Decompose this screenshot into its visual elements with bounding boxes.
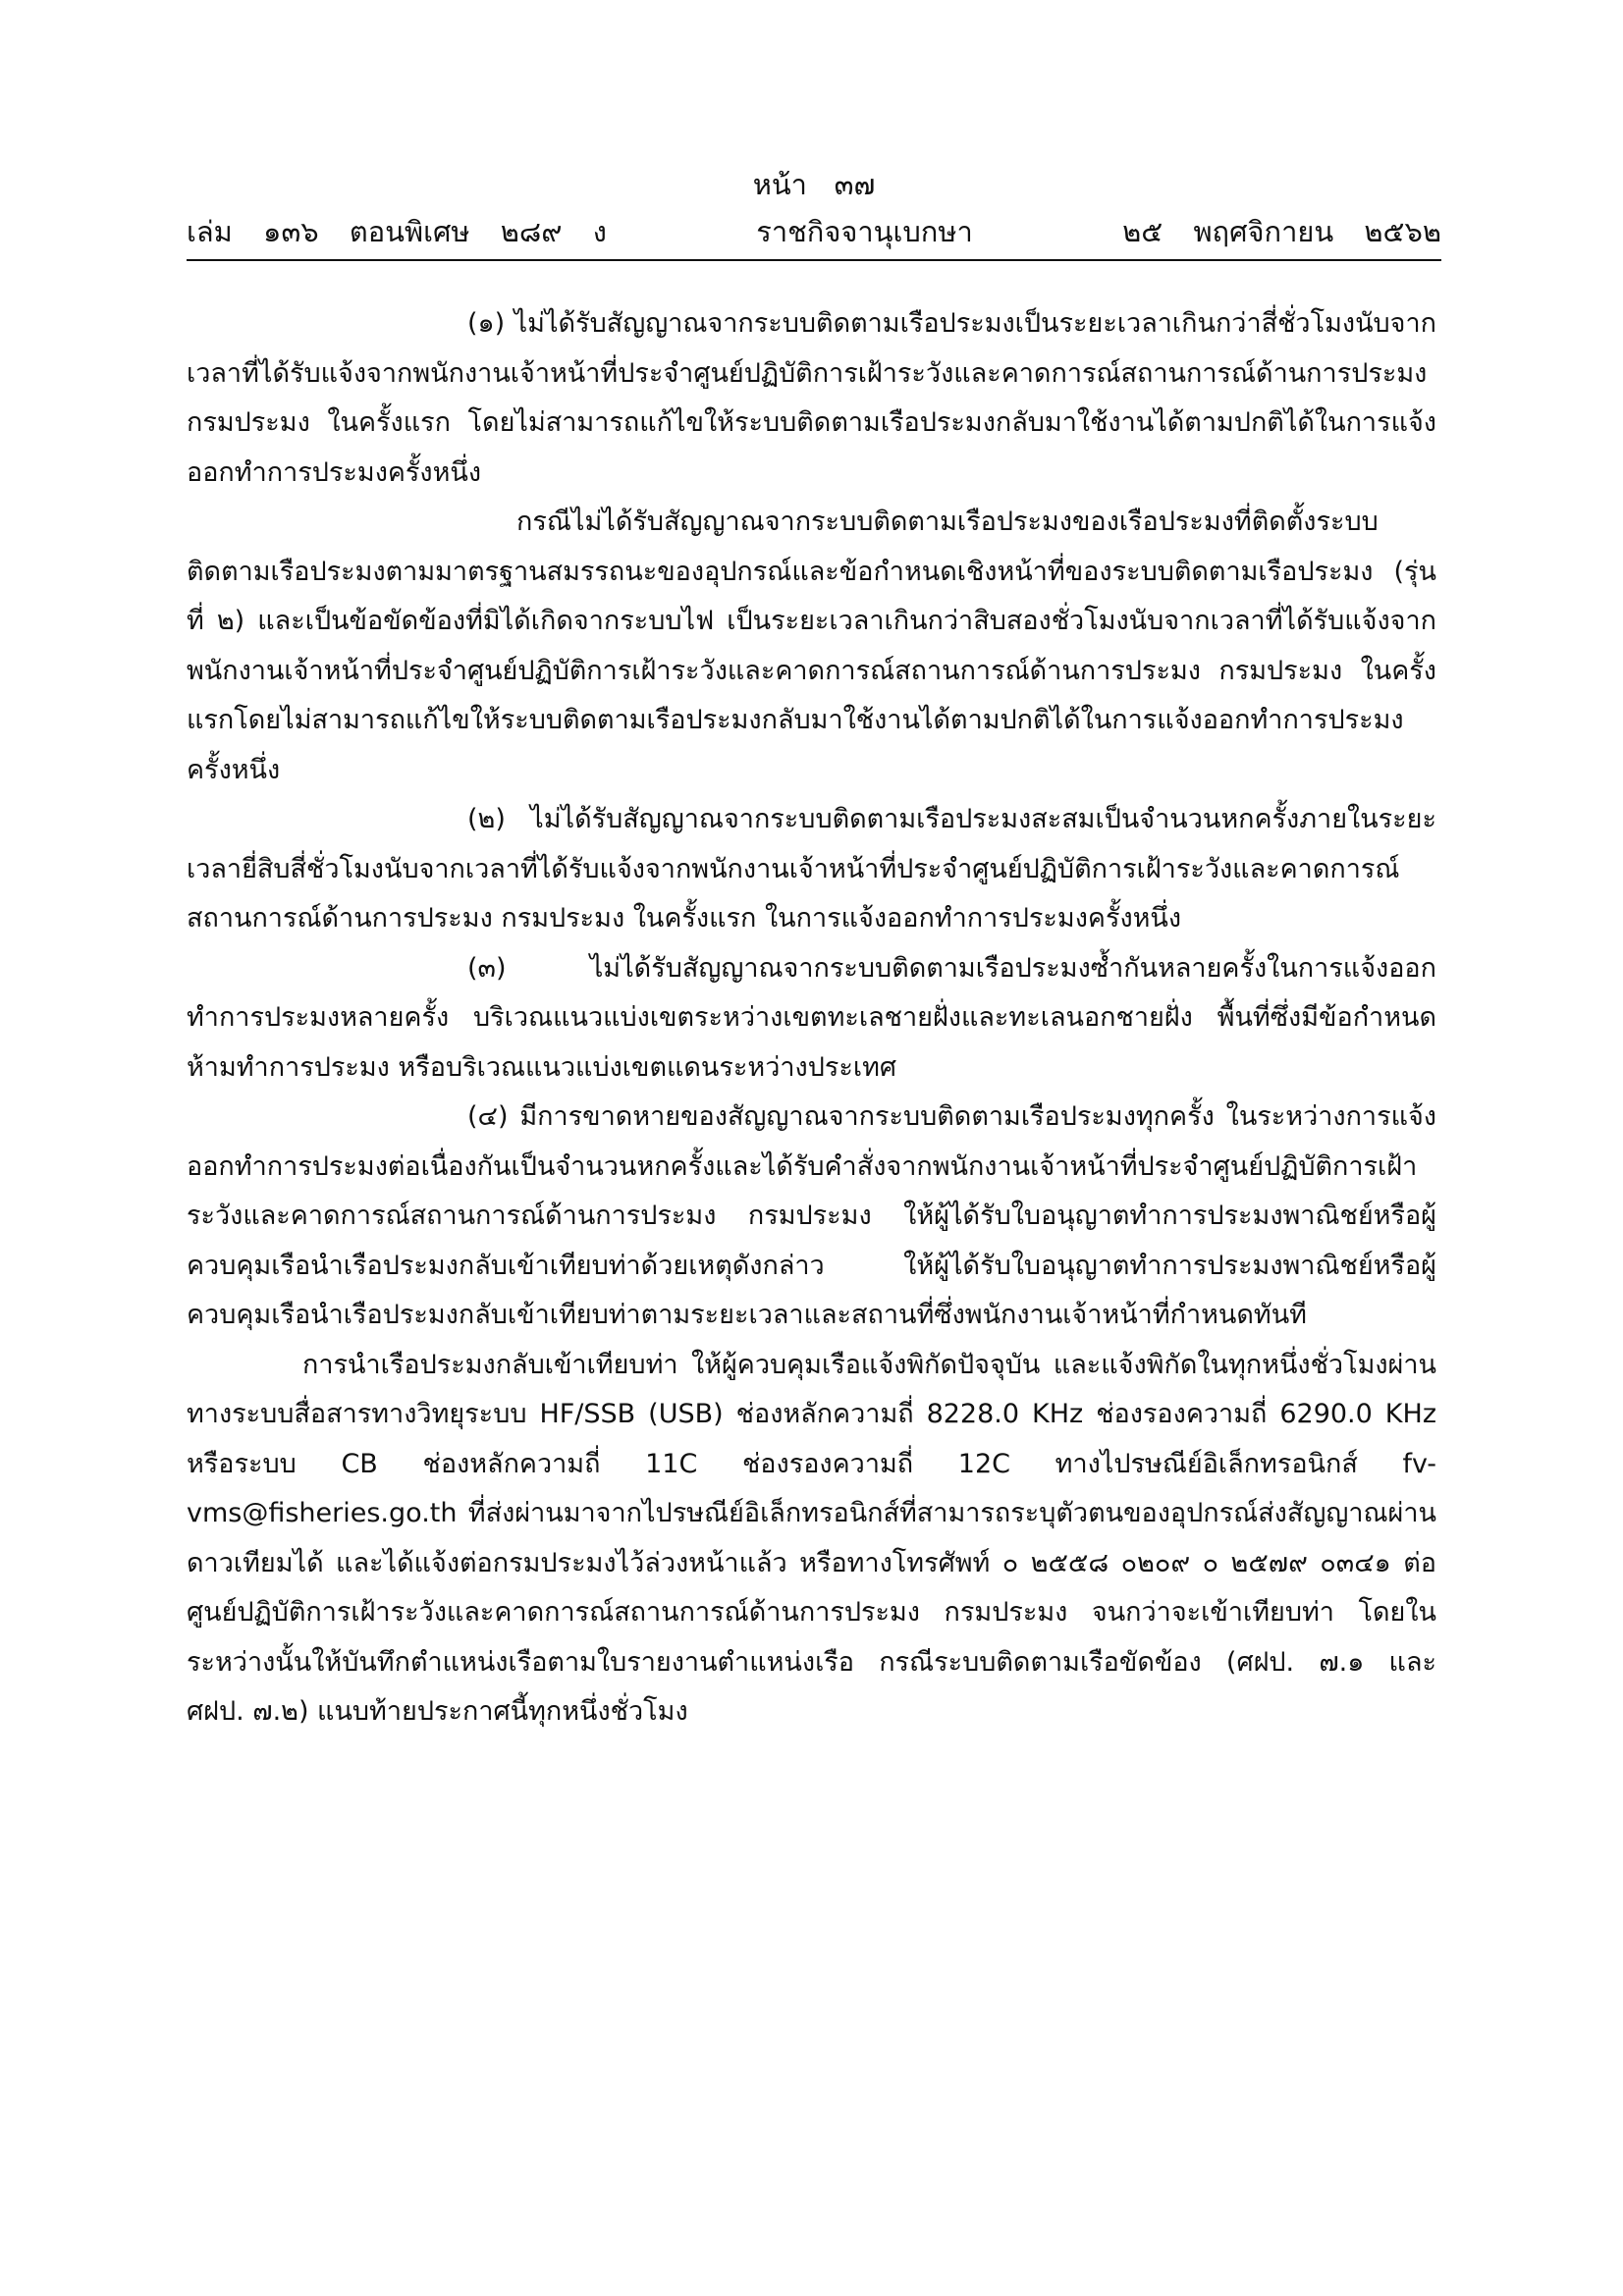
clause-1: (๑) ไม่ได้รับสัญญาณจากระบบติดตามเรือประมงเป็นระยะเวลาเกินกว่าสี่ชั่วโมงนับจากเวลาที่ได้รับแจ้งจากพนักงานเจ้าหน้าที่ประจำศูนย์ปฏิบัติการเฝ้าระวังและคาดการณ์สถานการณ์ด้านการประมง กรมประมง ในครั้งแรก โดยไม่สามารถแก้ไขให้ระบบติดตามเรือประมงกลับมาใช้งานได้ตามปกติได้ในการแจ้งออกทำการประมงครั้งหนึ่ง bbox=[187, 308, 1436, 488]
section-label: ตอนพิเศษ bbox=[349, 215, 470, 248]
gazette-header bbox=[187, 165, 1441, 261]
section-suffix: ง bbox=[592, 215, 607, 248]
page-number: ๓๗ bbox=[834, 168, 876, 201]
volume-section-info bbox=[187, 210, 628, 253]
clause-4: (๔) มีการขาดหายของสัญญาณจากระบบติดตามเรือประมงทุกครั้ง ในระหว่างการแจ้งออกทำการประมงต่อเนื่องกันเป็นจำนวนหกครั้งและได้รับคำสั่งจากพนักงานเจ้าหน้าที่ประจำศูนย์ปฏิบัติการเฝ้าระวังและคาดการณ์สถานการณ์ด้านการประมง กรมประมง ให้ผู้ได้รับใบอนุญาตทำการประมงพาณิชย์หรือผู้ควบคุมเรือนำเรือประมงกลับเข้าเทียบท่าด้วยเหตุดังกล่าว ให้ผู้ได้รับใบอนุญาตทำการประมงพาณิชย์หรือผู้ควบคุมเรือนำเรือประมงกลับเข้าเทียบท่าตามระยะเวลาและสถานที่ซึ่งพนักงานเจ้าหน้าที่กำหนดทันที bbox=[187, 1101, 1436, 1330]
clause-1-case: กรณีไม่ได้รับสัญญาณจากระบบติดตามเรือประมงของเรือประมงที่ติดตั้งระบบติดตามเรือประมงตามมาตรฐานสมรรถนะของอุปกรณ์และข้อกำหนดเชิงหน้าที่ของระบบติดตามเรือประมง (รุ่นที่ ๒) และเป็นข้อขัดข้องที่มิได้เกิดจากระบบไฟ เป็นระยะเวลาเกินกว่าสิบสองชั่วโมงนับจากเวลาที่ได้รับแจ้งจากพนักงานเจ้าหน้าที่ประจำศูนย์ปฏิบัติการเฝ้าระวังและคาดการณ์สถานการณ์ด้านการประมง กรมประมง ในครั้งแรกโดยไม่สามารถแก้ไขให้ระบบติดตามเรือประมงกลับมาใช้งานได้ตามปกติได้ในการแจ้งออกทำการประมงครั้งหนึ่ง bbox=[187, 507, 1436, 785]
clause-2: (๒) ไม่ได้รับสัญญาณจากระบบติดตามเรือประมงสะสมเป็นจำนวนหกครั้งภายในระยะเวลายี่สิบสี่ชั่วโมงนับจากเวลาที่ได้รับแจ้งจากพนักงานเจ้าหน้าที่ประจำศูนย์ปฏิบัติการเฝ้าระวังและคาดการณ์สถานการณ์ด้านการประมง กรมประมง ในครั้งแรก ในการแจ้งออกทำการประมงครั้งหนึ่ง bbox=[187, 804, 1436, 934]
volume-number: ๑๓๖ bbox=[263, 215, 319, 248]
gazette-date bbox=[1101, 210, 1441, 253]
gazette-title: ราชกิจจานุเบกษา bbox=[756, 215, 973, 248]
page-label: หน้า bbox=[752, 168, 807, 201]
volume-label: เล่ม bbox=[187, 215, 233, 248]
gazette-info-row bbox=[187, 210, 1441, 261]
clause-3: (๓) ไม่ได้รับสัญญาณจากระบบติดตามเรือประมงซ้ำกันหลายครั้งในการแจ้งออกทำการประมงหลายครั้ง บริเวณแนวแบ่งเขตระหว่างเขตทะเลชายฝั่งและทะเลนอกชายฝั่ง พื้นที่ซึ่งมีข้อกำหนดห้ามทำการประมง หรือบริเวณแนวแบ่งเขตแดนระหว่างประเทศ bbox=[187, 952, 1436, 1083]
date-day: ๒๕ bbox=[1122, 215, 1163, 248]
date-year: ๒๕๖๒ bbox=[1364, 215, 1441, 248]
return-to-port-paragraph: การนำเรือประมงกลับเข้าเทียบท่า ให้ผู้ควบคุมเรือแจ้งพิกัดปัจจุบัน และแจ้งพิกัดในทุกหนึ่งชั่วโมงผ่านทางระบบสื่อสารทางวิทยุระบบ HF/SSB (USB) ช่องหลักความถี่ 8228.0 KHz ช่องรองความถี่ 6290.0 KHz หรือระบบ CB ช่องหลักความถี่ 11C ช่องรองความถี่ 12C ทางไปรษณีย์อิเล็กทรอนิกส์ fv-vms@fisheries.go.th ที่ส่งผ่านมาจากไปรษณีย์อิเล็กทรอนิกส์ที่สามารถระบุตัวตนของอุปกรณ์ส่งสัญญาณผ่านดาวเทียมได้ และได้แจ้งต่อกรมประมงไว้ล่วงหน้าแล้ว หรือทางโทรศัพท์ ๐ ๒๕๕๘ ๐๒๐๙ ๐ ๒๕๗๙ ๐๓๔๑ ต่อศูนย์ปฏิบัติการเฝ้าระวังและคาดการณ์สถานการณ์ด้านการประมง กรมประมง จนกว่าจะเข้าเทียบท่า โดยในระหว่างนั้นให้บันทึกตำแหน่งเรือตามใบรายงานตำแหน่งเรือ กรณีระบบติดตามเรือขัดข้อง (ศฝป. ๗.๑ และ ศฝป. ๗.๒) แนบท้ายประกาศนี้ทุกหนึ่งชั่วโมง bbox=[187, 1349, 1436, 1727]
document-body bbox=[187, 299, 1436, 1737]
date-month: พฤศจิกายน bbox=[1193, 215, 1334, 248]
section-number: ๒๘๙ bbox=[500, 215, 563, 248]
page-number-line bbox=[187, 165, 1441, 204]
